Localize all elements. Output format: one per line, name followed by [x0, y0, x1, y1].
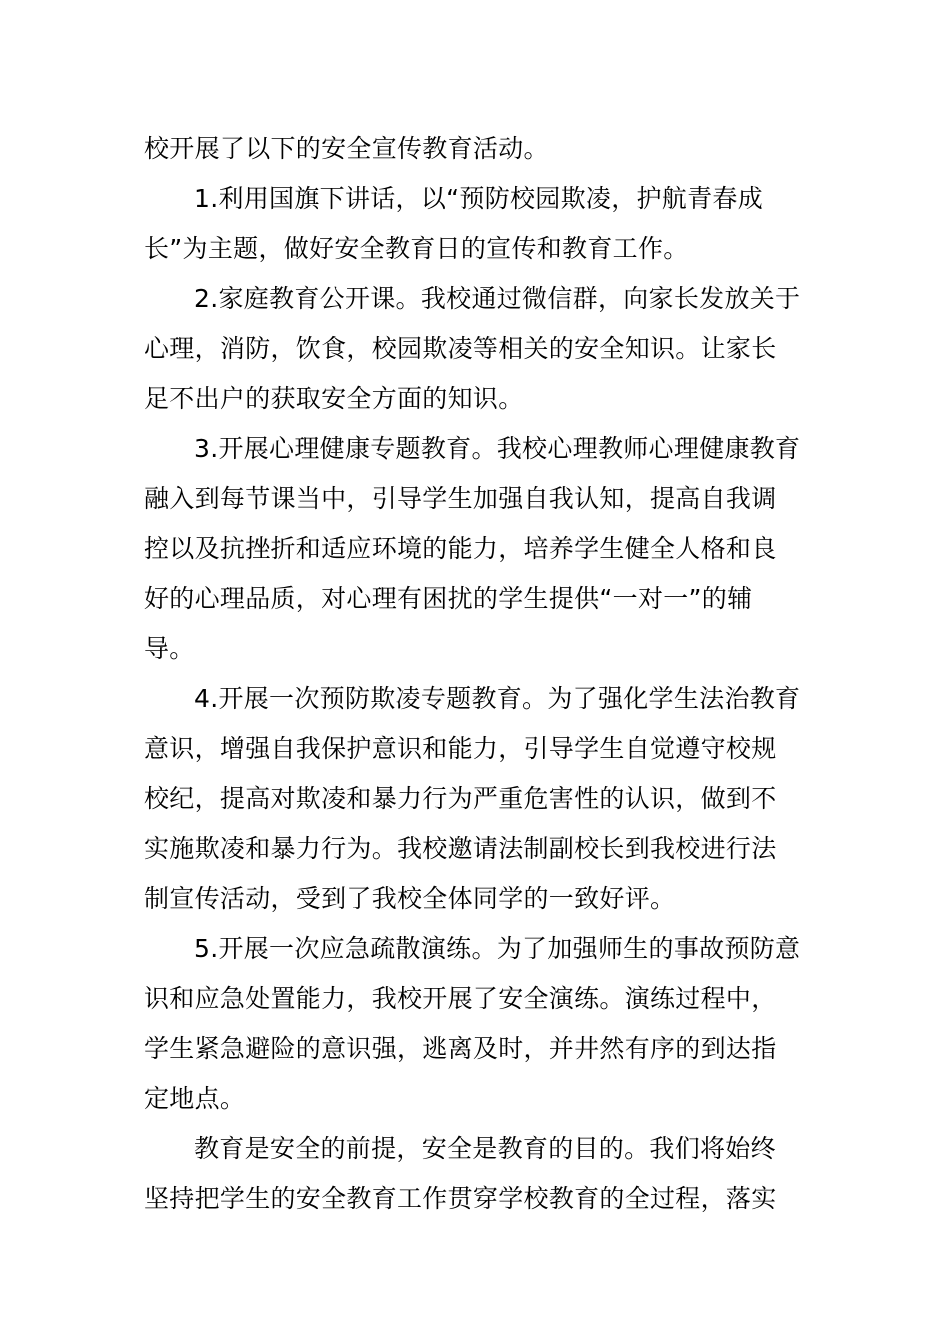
text-line: 融入到每节课当中，引导学生加强自我认知，提高自我调 — [144, 484, 777, 513]
text-line: 制宣传活动，受到了我校全体同学的一致好评。 — [144, 884, 676, 913]
text-line: 教育是安全的前提，安全是教育的目的。我们将始终 — [194, 1134, 776, 1163]
text-line: 5.开展一次应急疏散演练。为了加强师生的事故预防意 — [194, 934, 801, 963]
text-line: 足不出户的获取安全方面的知识。 — [144, 384, 524, 413]
text-line: 定地点。 — [144, 1084, 246, 1113]
text-line: 1.利用国旗下讲话，以“预防校园欺凌，护航青春成 — [194, 184, 764, 213]
text-line: 坚持把学生的安全教育工作贯穿学校教育的全过程，落实 — [144, 1184, 777, 1213]
text-line: 校纪，提高对欺凌和暴力行为严重危害性的认识，做到不 — [144, 784, 777, 813]
text-line: 识和应急处置能力，我校开展了安全演练。演练过程中， — [144, 984, 777, 1013]
text-line: 实施欺凌和暴力行为。我校邀请法制副校长到我校进行法 — [144, 834, 777, 863]
text-line: 意识，增强自我保护意识和能力，引导学生自觉遵守校规 — [144, 734, 777, 763]
text-line: 心理，消防，饮食，校园欺凌等相关的安全知识。让家长 — [144, 334, 777, 363]
text-line: 4.开展一次预防欺凌专题教育。为了强化学生法治教育 — [194, 684, 801, 713]
text-line: 导。 — [144, 634, 195, 663]
text-line: 长”为主题，做好安全教育日的宣传和教育工作。 — [144, 234, 689, 263]
text-line: 好的心理品质，对心理有困扰的学生提供“一对一”的辅 — [144, 584, 753, 613]
text-line: 2.家庭教育公开课。我校通过微信群，向家长发放关于 — [194, 284, 801, 313]
text-line: 校开展了以下的安全宣传教育活动。 — [144, 134, 549, 163]
text-line: 学生紧急避险的意识强，逃离及时，并井然有序的到达指 — [144, 1034, 777, 1063]
text-line: 控以及抗挫折和适应环境的能力，培养学生健全人格和良 — [144, 534, 777, 563]
text-line: 3.开展心理健康专题教育。我校心理教师心理健康教育 — [194, 434, 801, 463]
document-body — [144, 124, 812, 1224]
